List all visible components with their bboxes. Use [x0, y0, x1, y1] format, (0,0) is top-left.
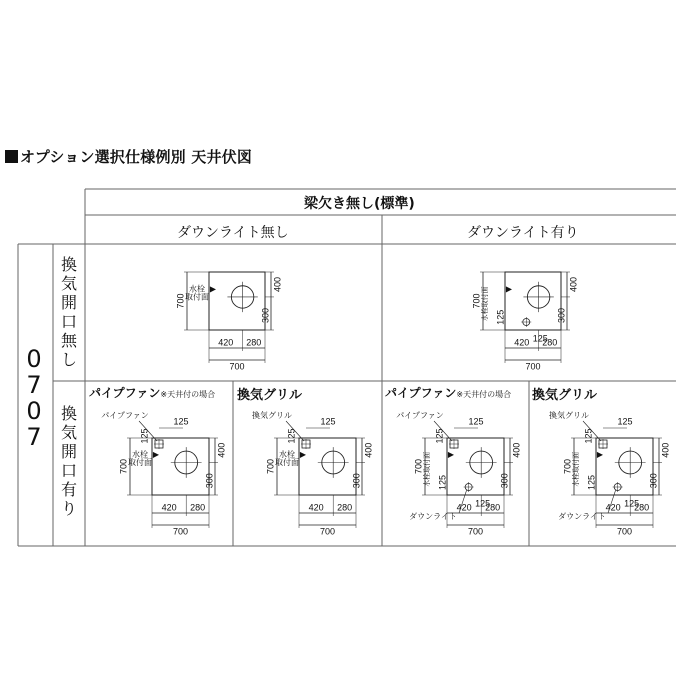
sublabel-vent-grille-1: 換気グリル	[237, 388, 303, 403]
sublabel-pipe-fan-2: パイプファン※天井付の場合	[385, 386, 512, 400]
vent-125-v-label: 125	[286, 428, 297, 444]
faucet-label: 水栓	[189, 284, 205, 294]
faucet-mount-label: 水栓取付面	[572, 451, 580, 487]
model-digit: 7	[26, 423, 42, 451]
downlight-125-v-label: 125	[495, 309, 506, 325]
dim-400-label: 400	[511, 442, 522, 458]
model-digit: 0	[26, 345, 42, 373]
downlight-leader-label: ダウンライト	[558, 512, 606, 522]
mount-face-label: 取付面	[275, 458, 299, 468]
dim-700-bottom-label: 700	[616, 526, 633, 537]
dim-420-label: 420	[456, 502, 472, 513]
dim-300-label: 300	[648, 473, 659, 489]
vent-125-v-label: 125	[139, 428, 150, 444]
model-digit: 7	[26, 371, 42, 399]
faucet-mount-label: 水栓取付面	[423, 451, 431, 487]
header-beam: 梁欠き無し(標準)	[304, 196, 415, 212]
dim-700-bottom-label: 700	[229, 361, 245, 372]
faucet-arrow-icon: ▶	[152, 450, 160, 460]
faucet-label: 水栓	[279, 450, 295, 460]
sublabel-pipe-fan-1: パイプファン※天井付の場合	[89, 386, 216, 400]
plan-pipe-fan-no-downlight	[101, 411, 226, 536]
downlight-125-h-label: 125	[532, 333, 548, 344]
dim-400-label: 400	[363, 442, 374, 458]
floor-box	[505, 272, 561, 330]
faucet-label: 水栓	[132, 450, 148, 460]
vent-leader-label: 換気グリル	[252, 411, 292, 421]
faucet-arrow-icon: ▶	[447, 450, 455, 460]
row-label-with-vent: 換 気 開 口 有 り	[60, 404, 77, 518]
mount-face-label: 取付面	[185, 292, 209, 302]
dim-700-left-label: 700	[265, 458, 276, 475]
dim-300-label: 300	[499, 473, 510, 489]
dim-300-label: 300	[556, 307, 567, 323]
downlight-125-v-label: 125	[437, 474, 448, 490]
dim-420-label: 420	[308, 502, 324, 513]
downlight-125-h-label: 125	[475, 498, 491, 509]
sublabel-vent-grille-2: 換気グリル	[532, 388, 598, 403]
vent-125-label: 125	[173, 416, 189, 427]
plan-pipe-fan-with-downlight	[396, 411, 521, 536]
faucet-arrow-icon: ▶	[596, 450, 604, 460]
dim-280-label: 280	[542, 337, 558, 348]
faucet-arrow-icon: ▶	[209, 284, 217, 294]
vent-125-label: 125	[617, 416, 633, 427]
vent-leader-label: 換気グリル	[549, 411, 589, 421]
dim-280-label: 280	[246, 337, 262, 348]
row-label-no-vent: 換 気 開 口 無 し	[60, 255, 77, 369]
mount-face-label: 取付面	[128, 458, 152, 468]
header-with-downlight: ダウンライト有り	[467, 225, 579, 241]
faucet-arrow-icon: ▶	[299, 450, 307, 460]
dim-420-label: 420	[514, 337, 530, 348]
model-digit: 0	[26, 397, 42, 425]
vent-leader-label: パイプファン	[396, 411, 444, 421]
title-text: オプション選択仕様例別 天井伏図	[20, 148, 253, 166]
plan-no-vent-no-downlight	[175, 272, 282, 371]
dim-280-label: 280	[485, 502, 501, 513]
faucet-mount-label: 水栓取付面	[481, 286, 489, 322]
floor-box	[209, 272, 265, 330]
dim-700-bottom-label: 700	[319, 526, 336, 537]
vent-125-label: 125	[320, 416, 336, 427]
dim-280-label: 280	[337, 502, 353, 513]
faucet-arrow-icon: ▶	[505, 284, 513, 294]
dim-300-label: 300	[204, 473, 215, 489]
dim-300-label: 300	[351, 473, 362, 489]
dim-400-label: 400	[568, 276, 579, 292]
dim-420-label: 420	[218, 337, 234, 348]
dim-280-label: 280	[634, 502, 650, 513]
plan-grille-with-downlight	[549, 410, 670, 536]
vent-125-label: 125	[468, 416, 484, 427]
vent-125-v-label: 125	[434, 428, 445, 444]
dim-700-left-label: 700	[413, 458, 424, 475]
header-no-downlight: ダウンライト無し	[177, 225, 289, 241]
dim-400-label: 400	[660, 442, 671, 458]
dim-700-left-label: 700	[175, 293, 186, 309]
plan-no-vent-with-downlight	[471, 272, 578, 371]
dim-700-bottom-label: 700	[467, 526, 484, 537]
dim-400-label: 400	[272, 276, 283, 292]
dim-280-label: 280	[190, 502, 206, 513]
downlight-125-v-label: 125	[586, 474, 597, 490]
dim-300-label: 300	[260, 307, 271, 323]
dim-420-label: 420	[161, 502, 177, 513]
dim-420-label: 420	[605, 502, 621, 513]
downlight-leader-label: ダウンライト	[409, 512, 457, 522]
dim-700-bottom-label: 700	[525, 361, 541, 372]
dim-700-bottom-label: 700	[172, 526, 189, 537]
dim-700-left-label: 700	[471, 293, 482, 309]
dim-700-left-label: 700	[562, 458, 573, 475]
plan-grille-no-downlight	[252, 410, 373, 536]
vent-125-v-label: 125	[583, 428, 594, 444]
dim-700-left-label: 700	[118, 458, 129, 475]
dim-400-label: 400	[216, 442, 227, 458]
downlight-125-h-label: 125	[624, 498, 640, 509]
vent-leader-label: パイプファン	[101, 411, 149, 421]
